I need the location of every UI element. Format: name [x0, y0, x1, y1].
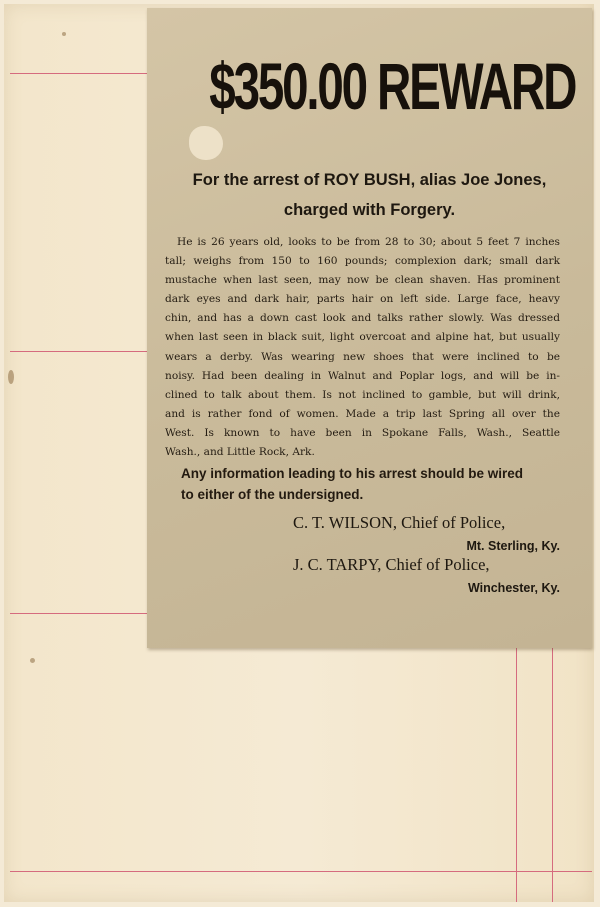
description-line: mustache when last seen, may now be clean shaven. Has prominent: [165, 274, 560, 287]
ledger-rule-top: [10, 73, 155, 74]
description-line: and is rather fond of women. Made a trip last Spring all over the: [165, 407, 560, 420]
description-line: Wash., and Little Rock, Ark.: [165, 446, 315, 459]
description-line: West. Is known to have been in Spokane Falls, Wash., Seattle: [165, 426, 560, 439]
ledger-rule-bottom: [10, 871, 592, 872]
description-line: He is 26 years old, looks to be from 28 to 30; about 5 feet 7 inches: [177, 236, 560, 248]
ink-stain: [8, 370, 14, 384]
reward-headline: $350.00 REWARD: [209, 49, 576, 123]
signatory-name-2: J. C. TARPY, Chief of Police,: [293, 555, 490, 574]
suspect-description: [165, 233, 560, 462]
ledger-rule-vertical-right: [552, 646, 553, 902]
description-line: wears a derby. Was wearing new shoes that were inclined to be: [165, 350, 560, 363]
reward-poster: [147, 8, 592, 648]
ledger-rule-middle: [10, 351, 155, 352]
description-line: chin, and has a down cast look and talks rather slowly. Was dressed: [165, 312, 560, 325]
description-line: tall; weighs from 150 to 160 pounds; complexion dark; small dark: [165, 255, 560, 268]
subhead-line-1: For the arrest of ROY BUSH, alias Joe Jones,: [192, 171, 547, 189]
ink-stain: [30, 658, 35, 663]
torn-paper-spot: [189, 126, 223, 160]
ink-stain: [62, 32, 66, 36]
ledger-rule-vertical-left: [516, 646, 517, 902]
description-line: dark eyes and dark hair, parts hair on left side. Large face, heavy: [165, 293, 560, 306]
information-notice: [181, 463, 566, 505]
description-line: clined to talk about them. Is not inclined to gamble, but will drink,: [165, 388, 560, 401]
signatory-place-1: Mt. Sterling, Ky.: [466, 539, 560, 553]
subhead-line-2: charged with Forgery.: [283, 201, 456, 219]
information-line-2: to either of the undersigned.: [181, 487, 364, 502]
signatory-place-2: Winchester, Ky.: [467, 581, 560, 595]
ledger-rule-lower: [10, 613, 155, 614]
description-line: when last seen in black suit, light overcoat and alpine hat, but usually: [165, 331, 560, 344]
signatory-name-1: C. T. WILSON, Chief of Police,: [293, 513, 506, 532]
description-line: noisy. Had been dealing in Walnut and Poplar logs, and will be in-: [165, 369, 560, 382]
information-line-1: Any information leading to his arrest should be wired: [181, 466, 524, 481]
